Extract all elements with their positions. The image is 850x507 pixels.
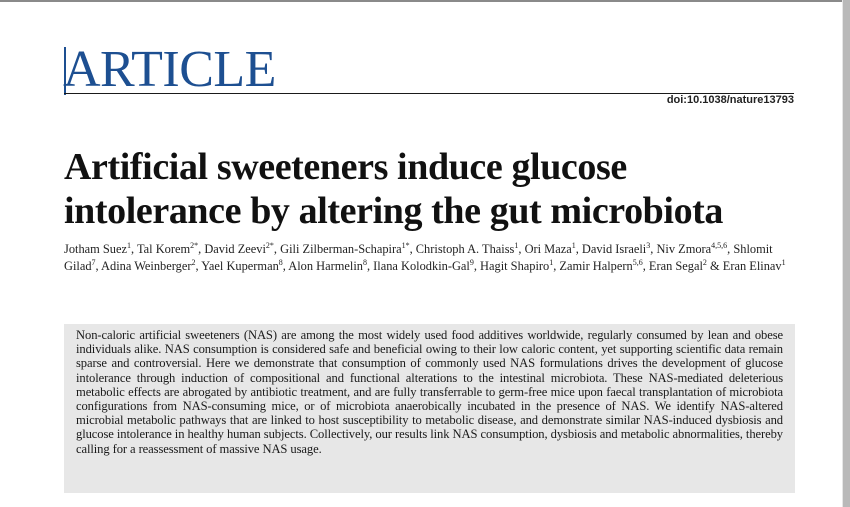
author-item	[559, 259, 642, 273]
author-name: Gili Zilberman-Schapira	[280, 242, 402, 256]
paper-title	[64, 145, 824, 233]
author-item	[101, 259, 195, 273]
abstract-text: Non-caloric artificial sweeteners (NAS) are among the most widely used food additives worldwide, regularly consumed by lean and obese individuals alike. NAS consumption is considered safe and beneficial owing to their low caloric content, yet supporting scientific data remain sparse and controversial. Here we demonstrate that consumption of commonly used NAS formulations drives the development of glucose intolerance through induction of compositional and functional alterations to the intestinal microbiota. These NAS-mediated deleterious metabolic effects are abrogated by antibiotic treatment, and are fully transferrable to germ-free mice upon faecal transplantation of microbiota configurations from NAS-consuming mice, or of microbiota anaerobically incubated in the presence of NAS. We identify NAS-altered microbial metabolic pathways that are linked to host susceptibility to metabolic disease, and demonstrate similar NAS-induced dysbiosis and glucose intolerance in healthy human subjects. Collectively, our results link NAS consumption, dysbiosis and metabolic abnormalities, thereby calling for a reassessment of massive NAS usage.	[76, 328, 783, 456]
author-name: Hagit Shapiro	[480, 258, 550, 273]
author-item	[373, 259, 474, 273]
author-affiliation: 2*	[190, 240, 199, 250]
author-list: Jotham Suez$^1$, Tal Korem$^{2*}$, David Zeevi$^{2*}$, Gili Zilberman-Schapira$^{1*}$, Christoph A. Thaiss$^1$, Ori Maza$^1$, David Israeli$^3$, Niv Zmora$^{4,5,6}$, Shlomit Gilad$^7$, Adina Weinberger$^2$, Yael Kuperman$^8$, Alon Harmelin$^8$, Ilana Kolodkin-Gal$^9$, Hagit Shapiro$^1$, Zamir Halpern$^{5,6}$, Eran Segal$^2$ & Eran Elinav$^1$	[64, 240, 786, 273]
author-name: Ori Maza	[524, 242, 572, 256]
author-item	[525, 242, 576, 256]
author-affiliation: 1	[781, 257, 786, 267]
author-item	[416, 242, 519, 256]
author-item	[280, 242, 409, 256]
author-name: David Israeli	[581, 242, 647, 256]
author-item	[649, 259, 707, 273]
author-item	[137, 242, 198, 256]
author-affiliation: 5,6	[632, 257, 643, 267]
author-name: Niv Zmora	[656, 242, 712, 256]
author-item	[64, 242, 131, 256]
author-affiliation: 1*	[401, 240, 410, 250]
author-item	[204, 242, 274, 256]
author-item	[201, 259, 283, 273]
author-affiliation: 8	[362, 257, 367, 267]
author-affiliation: 1	[549, 257, 554, 267]
author-affiliation: 3	[646, 240, 651, 250]
author-name: Shlomit Gilad	[64, 242, 773, 273]
author-name: David Zeevi	[204, 242, 266, 256]
author-name: Jotham Suez	[64, 242, 127, 256]
author-item	[656, 242, 727, 256]
author-name: Tal Korem	[136, 242, 191, 256]
author-affiliation: 4,5,6	[711, 240, 728, 250]
doi-text: doi:10.1038/nature13793	[666, 94, 794, 106]
author-item	[582, 242, 650, 256]
author-affiliation: 1	[571, 240, 576, 250]
author-affiliation: 2	[702, 257, 707, 267]
author-item	[723, 259, 786, 273]
author-affiliation: 2	[191, 257, 196, 267]
author-name: Alon Harmelin	[288, 258, 363, 273]
author-name: Zamir Halpern	[559, 258, 633, 273]
paper-title-line-1: Artificial sweeteners induce glucose	[64, 146, 627, 188]
abstract-box	[64, 324, 795, 493]
paper-title-line-2: intolerance by altering the gut microbiota	[64, 190, 724, 232]
window-scrollbar-track[interactable]	[843, 0, 850, 507]
section-label: ARTICLE	[63, 41, 276, 98]
author-name: Ilana Kolodkin-Gal	[373, 258, 470, 273]
author-name: Eran Elinav	[722, 258, 782, 273]
author-affiliation: 1	[514, 240, 519, 250]
author-affiliation: 9	[469, 257, 474, 267]
author-item	[288, 259, 367, 273]
author-name: Yael Kuperman	[201, 258, 279, 273]
window-top-border	[0, 0, 850, 2]
author-name: Christoph A. Thaiss	[415, 242, 515, 256]
author-affiliation: 8	[278, 257, 283, 267]
author-affiliation: 2*	[265, 240, 274, 250]
author-affiliation: 1	[126, 240, 131, 250]
author-name: Eran Segal	[648, 258, 703, 273]
author-name: Adina Weinberger	[101, 258, 192, 273]
author-affiliation: 7	[91, 257, 96, 267]
author-item	[480, 259, 553, 273]
